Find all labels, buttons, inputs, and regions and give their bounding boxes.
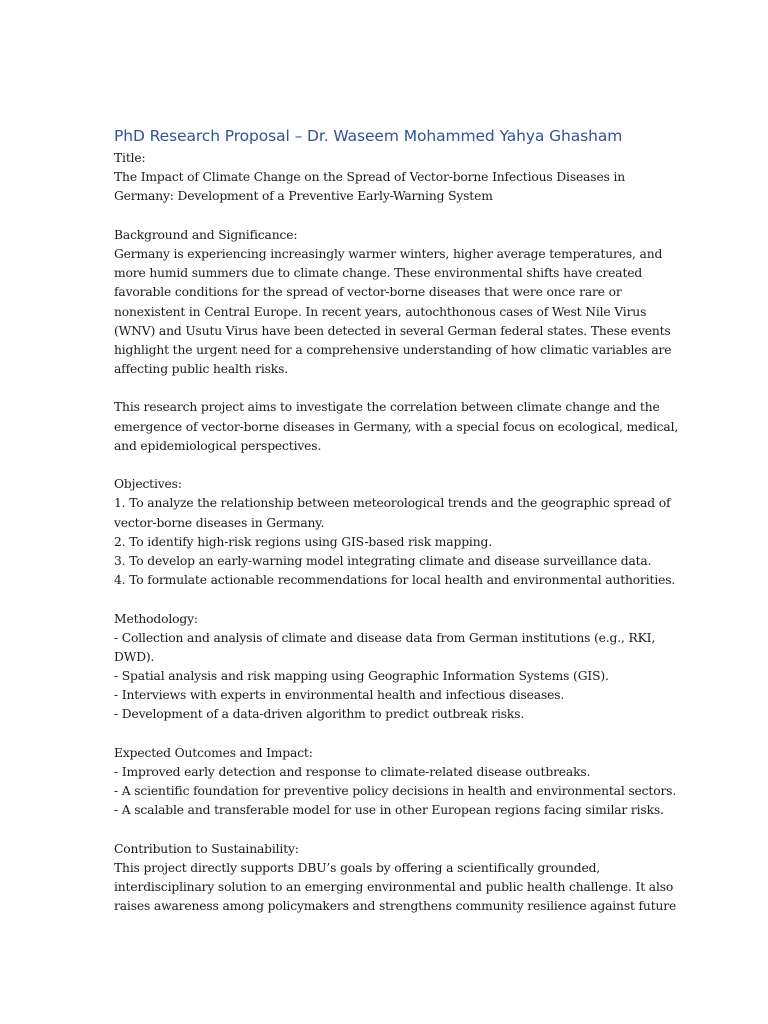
text-line: 3. To develop an early-warning model integrating climate and disease surveillance data. xyxy=(114,553,652,568)
text-line: Contribution to Sustainability: xyxy=(114,841,299,856)
text-line: Expected Outcomes and Impact: xyxy=(114,745,313,760)
text-line: raises awareness among policymakers and strengthens community resilience against future xyxy=(114,899,677,914)
text-line: 2. To identify high-risk regions using GIS-based risk mapping. xyxy=(114,534,492,549)
text-line: This project directly supports DBU’s goals by offering a scientifically grounded, xyxy=(114,860,601,875)
text-line: - A scalable and transferable model for use in other European regions facing similar risks. xyxy=(114,803,664,818)
text-line: and epidemiological perspectives. xyxy=(114,438,322,453)
document-body xyxy=(114,124,679,917)
text-line: vector-borne diseases in Germany. xyxy=(114,515,325,530)
text-line: This research project aims to investigate the correlation between climate change and the xyxy=(114,400,660,415)
text-line: more humid summers due to climate change. These environmental shifts have created xyxy=(114,266,643,281)
text-line: interdisciplinary solution to an emerging environmental and public health challenge. It also xyxy=(114,880,674,895)
blank-line xyxy=(114,207,659,226)
text-line: Germany is experiencing increasingly warmer winters, higher average temperatures, and xyxy=(114,246,663,261)
text-line: (WNV) and Usutu Virus have been detected in several German federal states. These events xyxy=(114,323,671,338)
text-line: Germany: Development of a Preventive Early-Warning System xyxy=(114,189,493,204)
text-line: - Spatial analysis and risk mapping using Geographic Information Systems (GIS). xyxy=(114,669,609,684)
text-line: - Development of a data-driven algorithm to predict outbreak risks. xyxy=(114,707,525,722)
blank-line xyxy=(114,590,659,609)
text-line: Methodology: xyxy=(114,611,198,626)
text-line: - Improved early detection and response to climate-related disease outbreaks. xyxy=(114,765,591,779)
blank-line xyxy=(114,821,659,840)
text-line: Objectives: xyxy=(114,477,182,492)
text-line: affecting public health risks. xyxy=(114,362,289,377)
text-line: The Impact of Climate Change on the Spread of Vector-borne Infectious Diseases in xyxy=(114,170,626,185)
text-line: Background and Significance: xyxy=(114,227,298,242)
text-line: - A scientific foundation for preventive policy decisions in health and environmental sectors. xyxy=(114,784,677,799)
text-line: nonexistent in Central Europe. In recent years, autochthonous cases of West Nile Virus xyxy=(114,304,647,319)
text-line: 1. To analyze the relationship between meteorological trends and the geographic spread of xyxy=(114,496,671,511)
text-line: highlight the urgent need for a comprehensive understanding of how climatic variables are xyxy=(114,342,672,357)
text-line: - Interviews with experts in environmental health and infectious diseases. xyxy=(114,688,565,703)
blank-line xyxy=(114,379,659,398)
text-line: - Collection and analysis of climate and disease data from German institutions (e.g., RKI, xyxy=(114,630,656,645)
text-line: Title: xyxy=(114,151,146,165)
text-line: 4. To formulate actionable recommendations for local health and environmental authorities. xyxy=(114,573,676,588)
blank-line xyxy=(114,725,659,744)
blank-line xyxy=(114,456,659,475)
text-line: DWD). xyxy=(114,649,155,664)
text-line: emergence of vector-borne diseases in Germany, with a special focus on ecological, medical, xyxy=(114,419,679,434)
document-text xyxy=(114,149,679,917)
text-line: favorable conditions for the spread of vector-borne diseases that were once rare or xyxy=(114,285,622,300)
document-heading: PhD Research Proposal – Dr. Waseem Mohammed Yahya Ghasham xyxy=(114,127,623,145)
